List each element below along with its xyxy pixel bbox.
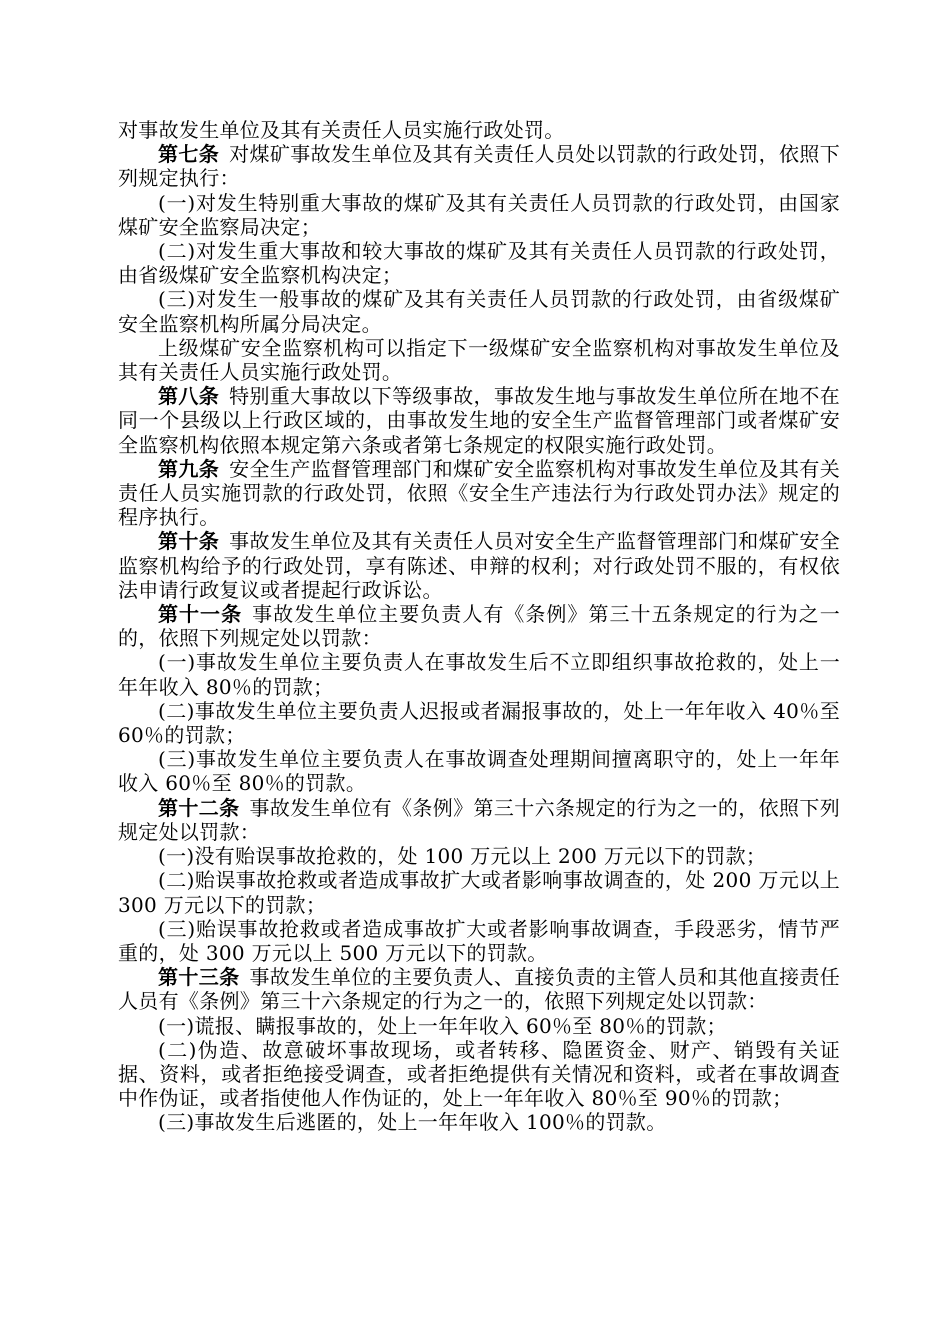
article-text: 事故发生单位有《条例》第三十六条规定的行为之一的，依照下列规定处以罚款： xyxy=(118,795,840,844)
clause xyxy=(118,1110,840,1134)
article-title: 第十三条 xyxy=(158,965,240,990)
article-12 xyxy=(118,796,840,844)
clause-text: (三)事故发生后逃匿的，处上一年年收入 100％的罚款。 xyxy=(158,1110,667,1135)
article-title: 第十条 xyxy=(158,529,220,554)
clause-text: (三)贻误事故抢救或者造成事故扩大或者影响事故调查，手段恶劣，情节严重的，处 300 万元以上 500 万元以下的罚款。 xyxy=(118,916,840,965)
clause-text: (一)对发生特别重大事故的煤矿及其有关责任人员罚款的行政处罚，由国家煤矿安全监察局决定； xyxy=(118,190,840,239)
clause-text: (二)伪造、故意破坏事故现场，或者转移、隐匿资金、财产、销毁有关证据、资料，或者拒绝接受调查，或者拒绝提供有关情况和资料，或者在事故调查中作伪证，或者指使他人作伪证的，处上一年年收入 80％至 90％的罚款； xyxy=(118,1037,840,1111)
paragraph xyxy=(118,336,840,384)
article-text: 安全生产监督管理部门和煤矿安全监察机构对事故发生单位及其有关责任人员实施罚款的行政处罚，依照《安全生产违法行为行政处罚办法》规定的程序执行。 xyxy=(118,456,841,530)
article-text: 事故发生单位主要负责人有《条例》第三十五条规定的行为之一的，依照下列规定处以罚款： xyxy=(118,602,840,651)
clause-text: (二)事故发生单位主要负责人迟报或者漏报事故的，处上一年年收入 40％至 60％的罚款； xyxy=(118,698,840,748)
clause-text: (三)对发生一般事故的煤矿及其有关责任人员罚款的行政处罚，由省级煤矿安全监察机构所属分局决定。 xyxy=(118,287,840,336)
clause xyxy=(118,844,840,868)
article-text: 事故发生单位的主要负责人、直接负责的主管人员和其他直接责任人员有《条例》第三十六条规定的行为之一的，依照下列规定处以罚款： xyxy=(118,965,840,1014)
clause xyxy=(118,650,840,698)
clause xyxy=(118,699,840,747)
article-13 xyxy=(118,965,840,1013)
article-title: 第八条 xyxy=(158,384,220,409)
article-text: 特别重大事故以下等级事故，事故发生地与事故发生单位所在地不在同一个县级以上行政区域的，由事故发生地的安全生产监督管理部门或者煤矿安全监察机构依照本规定第六条或者第七条规定的权限实施行政处罚。 xyxy=(118,384,841,457)
article-7 xyxy=(118,142,840,190)
article-text: 对煤矿事故发生单位及其有关责任人员处以罚款的行政处罚，依照下列规定执行： xyxy=(118,142,841,191)
article-text: 事故发生单位及其有关责任人员对安全生产监督管理部门和煤矿安全监察机构给予的行政处罚，享有陈述、申辩的权利；对行政处罚不服的，有权依法申请行政复议或者提起行政诉讼。 xyxy=(118,529,841,602)
clause-text: (二)贻误事故抢救或者造成事故扩大或者影响事故调查的，处 200 万元以上 300 万元以下的罚款； xyxy=(118,868,840,917)
clause-text: (三)事故发生单位主要负责人在事故调查处理期间擅离职守的，处上一年年收入 60％至 80％的罚款。 xyxy=(118,747,840,796)
article-11 xyxy=(118,602,840,650)
article-9 xyxy=(118,457,840,530)
clause xyxy=(118,191,840,239)
paragraph-text: 上级煤矿安全监察机构可以指定下一级煤矿安全监察机构对事故发生单位及其有关责任人员实施行政处罚。 xyxy=(118,335,840,385)
clause xyxy=(118,1038,840,1111)
article-title: 第七条 xyxy=(158,142,220,167)
clause-text: (一)谎报、瞒报事故的，处上一年年收入 60％至 80％的罚款； xyxy=(158,1013,727,1038)
paragraph-text: 对事故发生单位及其有关责任人员实施行政处罚。 xyxy=(118,118,565,142)
clause xyxy=(118,239,840,287)
clause xyxy=(118,868,840,916)
paragraph xyxy=(118,118,840,142)
clause xyxy=(118,287,840,335)
clause xyxy=(118,1014,840,1038)
clause xyxy=(118,747,840,795)
clause-text: (二)对发生重大事故和较大事故的煤矿及其有关责任人员罚款的行政处罚，由省级煤矿安全监察机构决定； xyxy=(118,239,840,288)
article-10 xyxy=(118,529,840,602)
clause-text: (一)事故发生单位主要负责人在事故发生后不立即组织事故抢救的，处上一年年收入 80％的罚款； xyxy=(118,650,840,699)
article-title: 第十二条 xyxy=(158,795,240,820)
article-title: 第十一条 xyxy=(158,602,243,627)
document-page xyxy=(118,118,840,1135)
article-8 xyxy=(118,384,840,457)
clause xyxy=(118,917,840,965)
article-title: 第九条 xyxy=(158,456,220,481)
clause-text: (一)没有贻误事故抢救的，处 100 万元以上 200 万元以下的罚款； xyxy=(158,844,767,869)
